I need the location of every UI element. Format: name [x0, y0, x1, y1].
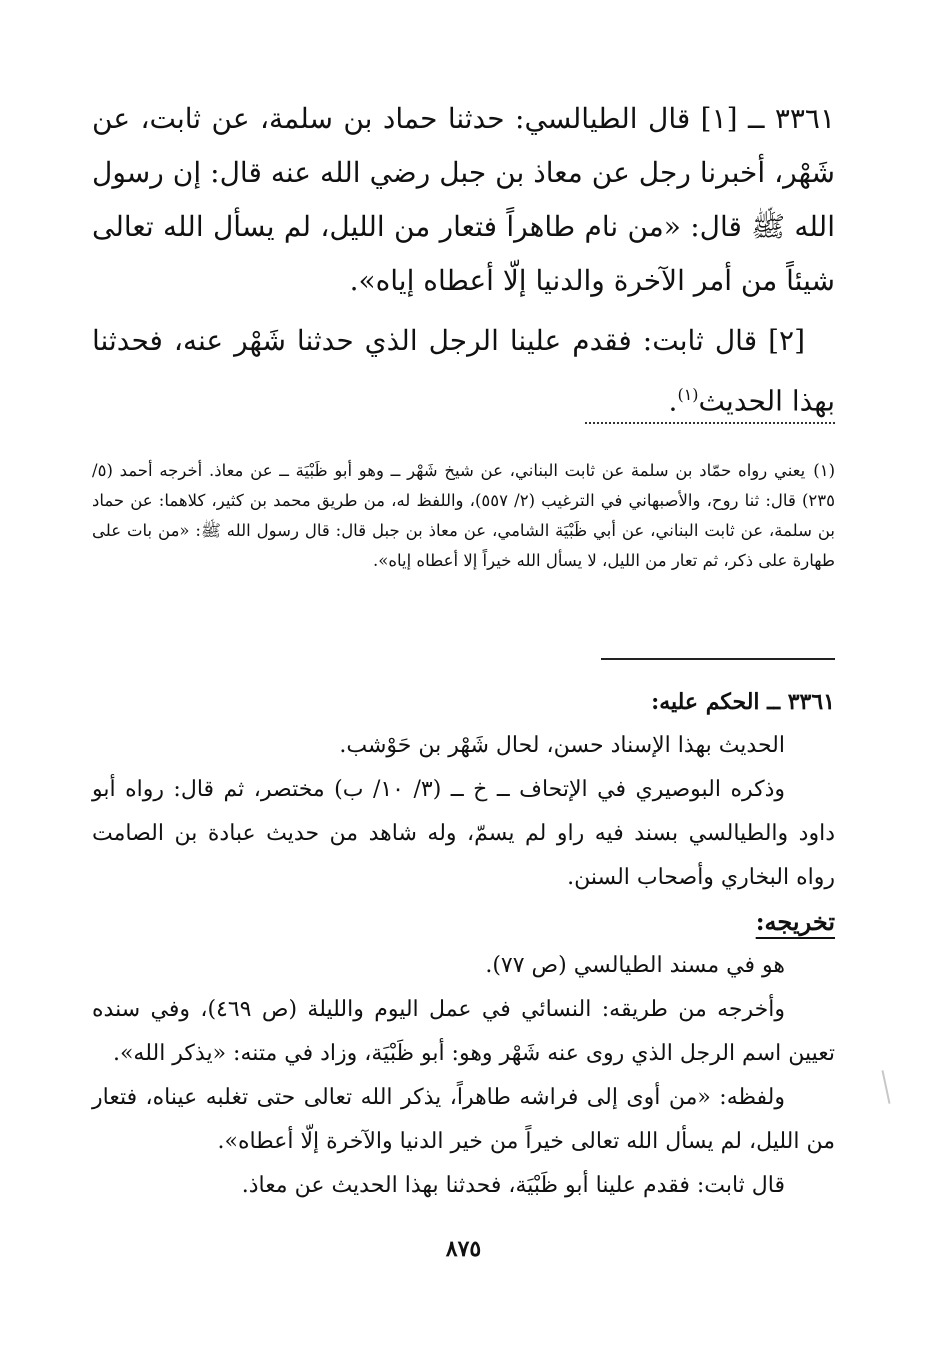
hadith-paragraph-2	[92, 314, 835, 428]
commentary-section	[92, 680, 835, 1208]
hadith-paragraph-1: ٣٣٦١ ــ [١] قال الطيالسي: حدثنا حماد بن سلمة، عن ثابت، عن شَهْر، أخبرنا رجل عن معاذ بن جبل رضي الله عنه قال: إن رسول الله ﷺ قال: «من نام طاهراً فتعار من الليل، لم يسأل الله تعالى شيئاً من أمر الآخرة والدنيا إلّا أعطاه إياه».	[92, 102, 835, 297]
footnote-dotted-divider	[585, 422, 835, 428]
footnote-text: يعني رواه حمّاد بن سلمة عن ثابت البناني، عن شيخ شَهْر ــ وهو أبو ظَبْيَة ــ عن معاذ. أخرجه أحمد (٥/ ٢٣٥) قال: ثنا روح، والأصبهاني في الترغيب (٢/ ٥٥٧)، واللفظ له، من طريق محمد بن كثير، كلاهما: عن حماد بن سلمة، عن ثابت البناني، عن أبي ظَبْيَة الشامي، عن معاذ بن جبل قال: قال رسول الله ﷺ: «من بات على طهارة على ذكر، ثم تعار من الليل، لا يسأل الله خيراً إلا أعطاه إياه».	[92, 461, 835, 570]
footnote-marker: (١)	[813, 461, 835, 480]
footnote	[92, 456, 835, 576]
takhrij-line-3: ولفظه: «من أوى إلى فراشه طاهراً، يذكر الله تعالى حتى تغلبه عيناه، فتعار من الليل، لم يسأل الله تعالى خيراً من خير الدنيا والآخرة إلّا أعطاه».	[92, 1085, 835, 1154]
takhrij-line-4: قال ثابت: فقدم علينا أبو ظَبْيَة، فحدثنا بهذا الحديث عن معاذ.	[241, 1173, 785, 1198]
takhrij-line-1: هو في مسند الطيالسي (ص ٧٧).	[485, 953, 785, 978]
takhrij-line-2: وأخرجه من طريقه: النسائي في عمل اليوم والليلة (ص ٤٦٩)، وفي سنده تعيين اسم الرجل الذي روى عنه شَهْر وهو: أبو ظَبْيَة، وزاد في متنه: «يذكر الله».	[92, 997, 835, 1066]
section-separator-line	[601, 658, 835, 660]
footnote-reference: (١)	[677, 385, 699, 404]
ruling-line-2: وذكره البوصيري في الإتحاف ــ خ ــ (٣/ ١٠/ ب) مختصر، ثم قال: رواه أبو داود والطيالسي بسند فيه راو لم يسمّ، وله شاهد من حديث عبادة بن الصامت رواه البخاري وأصحاب السنن.	[92, 777, 835, 890]
hadith-text	[92, 92, 835, 428]
hadith-paragraph-2-end: .	[668, 384, 678, 418]
takhrij-heading: تخريجه:	[755, 907, 835, 936]
page-number: ٨٧٥	[445, 1236, 482, 1262]
footnote-paragraph	[92, 456, 835, 576]
ruling-line-1: الحديث بهذا الإسناد حسن، لحال شَهْر بن حَوْشب.	[339, 733, 785, 758]
hadith-paragraph-2-text: [٢] قال ثابت: فقدم علينا الرجل الذي حدثنا شَهْر عنه، فحدثنا بهذا الحديث	[92, 324, 835, 418]
ruling-heading: ٣٣٦١ ــ الحكم عليه:	[651, 689, 835, 715]
margin-scan-mark	[881, 1070, 890, 1104]
